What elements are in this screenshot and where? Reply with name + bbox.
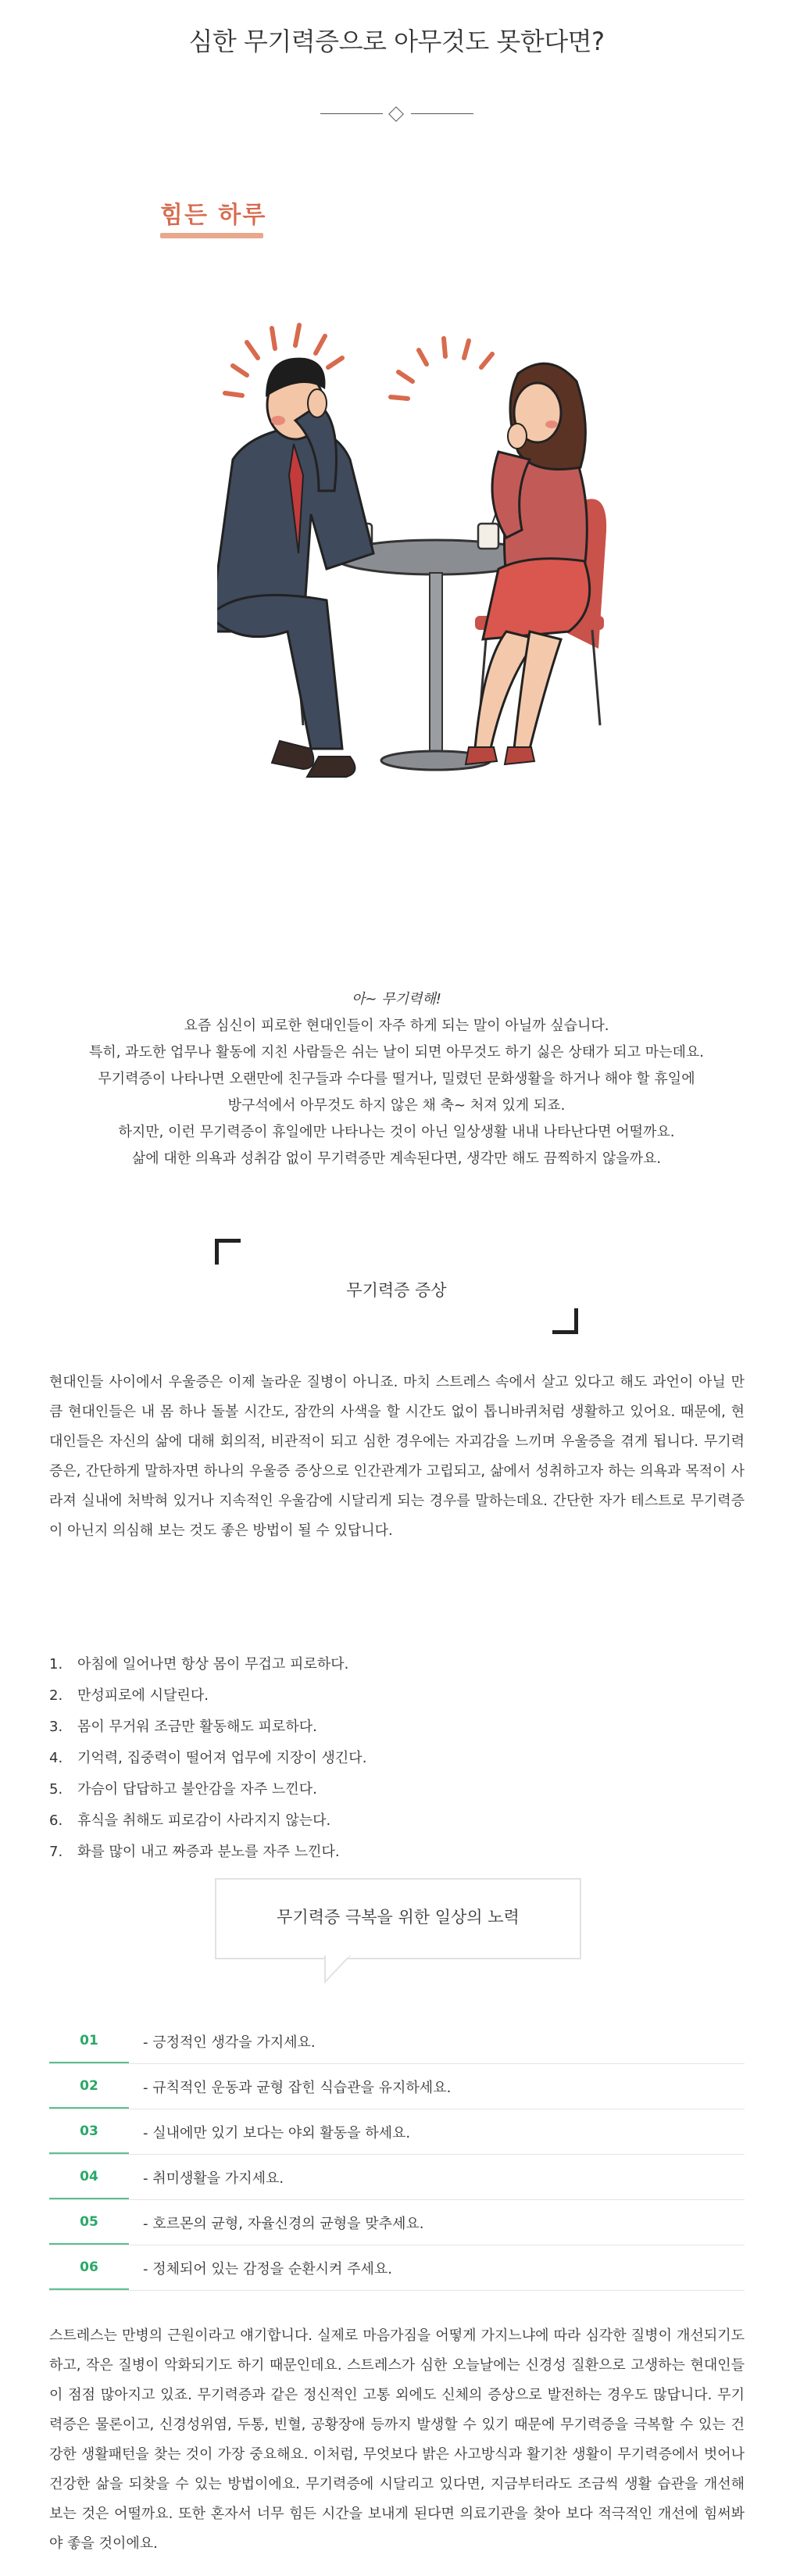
effort-text: - 호르몬의 균형, 자율신경의 균형을 맞추세요. <box>143 2215 424 2232</box>
effort-number: 06 <box>49 2245 129 2290</box>
effort-text: - 정체되어 있는 감정을 순환시켜 주세요. <box>143 2260 393 2277</box>
intro-line: 아~ 무기력해! <box>352 991 441 1007</box>
list-item <box>49 2155 745 2200</box>
symptoms-list <box>49 1649 737 1868</box>
bracket-corner-icon <box>215 1239 241 1265</box>
bracket-corner-icon <box>552 1308 578 1334</box>
list-item: 4. 기억력, 집중력이 떨어져 업무에 지장이 생긴다. <box>49 1750 367 1766</box>
title-divider <box>320 108 473 120</box>
efforts-list <box>49 2019 745 2291</box>
list-item: 2. 만성피로에 시달린다. <box>49 1687 209 1704</box>
symptoms-title: 무기력증 증상 <box>346 1281 447 1300</box>
list-item <box>49 2200 745 2245</box>
list-item: 3. 몸이 무거워 조금만 활동해도 피로하다. <box>49 1719 317 1735</box>
section-label-text: 힘든 하루 <box>160 202 267 229</box>
effort-text: - 취미생활을 가지세요. <box>143 2170 284 2187</box>
effort-text: - 긍정적인 생각을 가지세요. <box>143 2034 316 2051</box>
speech-bubble-tail-icon <box>322 1955 353 1984</box>
efforts-title: 무기력증 극복을 위한 일상의 노력 <box>277 1908 520 1927</box>
list-item <box>49 2064 745 2109</box>
list-item: 7. 화를 많이 내고 짜증과 분노를 자주 느낀다. <box>49 1844 340 1860</box>
list-item <box>49 2019 745 2064</box>
intro-line: 특히, 과도한 업무나 활동에 지친 사람들은 쉬는 날이 되면 아무것도 하기 싫은 상태가 되고 마는데요. <box>88 1044 705 1061</box>
list-item: 6. 휴식을 취해도 피로감이 사라지지 않는다. <box>49 1812 331 1829</box>
list-item: 1. 아침에 일어나면 항상 몸이 무겁고 피로하다. <box>49 1656 349 1673</box>
closing-paragraph: 스트레스는 만병의 근원이라고 얘기합니다. 실제로 마음가짐을 어떻게 가지느냐에 따라 심각한 질병이 개선되기도 하고, 작은 질병이 악화되기도 하기 때문인데요. 스트레스가 심한 오늘날에는 신경성 질환으로 고생하는 현대인들이 점점 많아지고 있죠. 무기력증과 같은 정신적인 고통 외에도 신체의 증상으로 발전하는 경우도 많답니다. 무기력증은 물론이고, 신경성위염, 두통, 빈혈, 공황장애 등까지 발생할 수 있기 때문에 무기력증을 극복할 수 있는 건강한 생활패턴을 찾는 것이 가장 중요해요. 이처럼, 무엇보다 밝은 사고방식과 활기찬 생활이 무기력증에서 벗어나 건강한 삶을 되찾을 수 있는 방법이에요. 무기력증에 시달리고 있다면, 지금부터라도 조금씩 생활 습관을 개선해 보는 것은 어떨까요. 또한 혼자서 너무 힘든 시간을 보내게 된다면 의료기관을 찾아 보다 적극적인 개선에 힘써봐야 좋을 것이에요. <box>49 2327 745 2552</box>
effort-text: - 실내에만 있기 보다는 야외 활동을 하세요. <box>143 2124 411 2141</box>
list-item <box>49 2245 745 2291</box>
effort-number: 01 <box>49 2019 129 2063</box>
effort-number: 03 <box>49 2109 129 2154</box>
intro-line: 하지만, 이런 무기력증이 휴일에만 나타나는 것이 아닌 일상생활 내내 나타난다면 어떨까요. <box>118 1124 675 1140</box>
effort-number: 04 <box>49 2155 129 2199</box>
page-title: 심한 무기력증으로 아무것도 못한다면? <box>188 27 605 56</box>
tired-couple-illustration <box>217 319 643 819</box>
divider-line-right <box>411 113 473 114</box>
effort-number: 05 <box>49 2200 129 2245</box>
intro-line: 방구석에서 아무것도 하지 않은 채 축~ 처져 있게 되죠. <box>227 1097 566 1114</box>
list-item: 5. 가슴이 답답하고 불안감을 자주 느낀다. <box>49 1781 317 1798</box>
efforts-heading-bubble <box>215 1878 581 1959</box>
symptoms-paragraph: 현대인들 사이에서 우울증은 이제 놀라운 질병이 아니죠. 마치 스트레스 속에서 살고 있다고 해도 과언이 아닐 만큼 현대인들은 내 몸 하나 돌볼 시간도, 잠깐의 사색을 할 시간도 없이 톱니바퀴처럼 생활하고 있어요. 때문에, 현대인들은 자신의 삶에 대해 회의적, 비관적이 되고 심한 경우에는 자괴감을 느끼며 우울증을 겪게 됩니다. 무기력증은, 간단하게 말하자면 하나의 우울증 증상으로 인간관계가 고립되고, 삶에서 성취하고자 하는 의욕과 목적이 사라져 실내에 처박혀 있거나 지속적인 우울감에 시달리게 되는 경우를 말하는데요. 간단한 자가 테스트로 무기력증이 아닌지 의심해 보는 것도 좋은 방법이 될 수 있답니다. <box>49 1374 745 1539</box>
intro-line: 요즘 심신이 피로한 현대인들이 자주 하게 되는 말이 아닐까 싶습니다. <box>184 1018 609 1034</box>
stress-lines-icon <box>225 325 492 399</box>
intro-text <box>47 986 746 1172</box>
section-label-underline <box>160 233 263 238</box>
diamond-icon <box>388 106 404 122</box>
symptoms-heading-box <box>215 1239 578 1334</box>
list-item <box>49 2109 745 2155</box>
effort-number: 02 <box>49 2064 129 2109</box>
effort-text: - 규칙적인 운동과 균형 잡힌 식습관을 유지하세요. <box>143 2079 452 2096</box>
intro-line: 삶에 대한 의욕과 성취감 없이 무기력증만 계속된다면, 생각만 해도 끔찍하지 않을까요. <box>131 1150 662 1167</box>
intro-line: 무기력증이 나타나면 오랜만에 친구들과 수다를 떨거나, 밀렸던 문화생활을 하거나 해야 할 휴일에 <box>98 1071 695 1087</box>
section-label <box>160 195 266 238</box>
divider-line-left <box>320 113 383 114</box>
